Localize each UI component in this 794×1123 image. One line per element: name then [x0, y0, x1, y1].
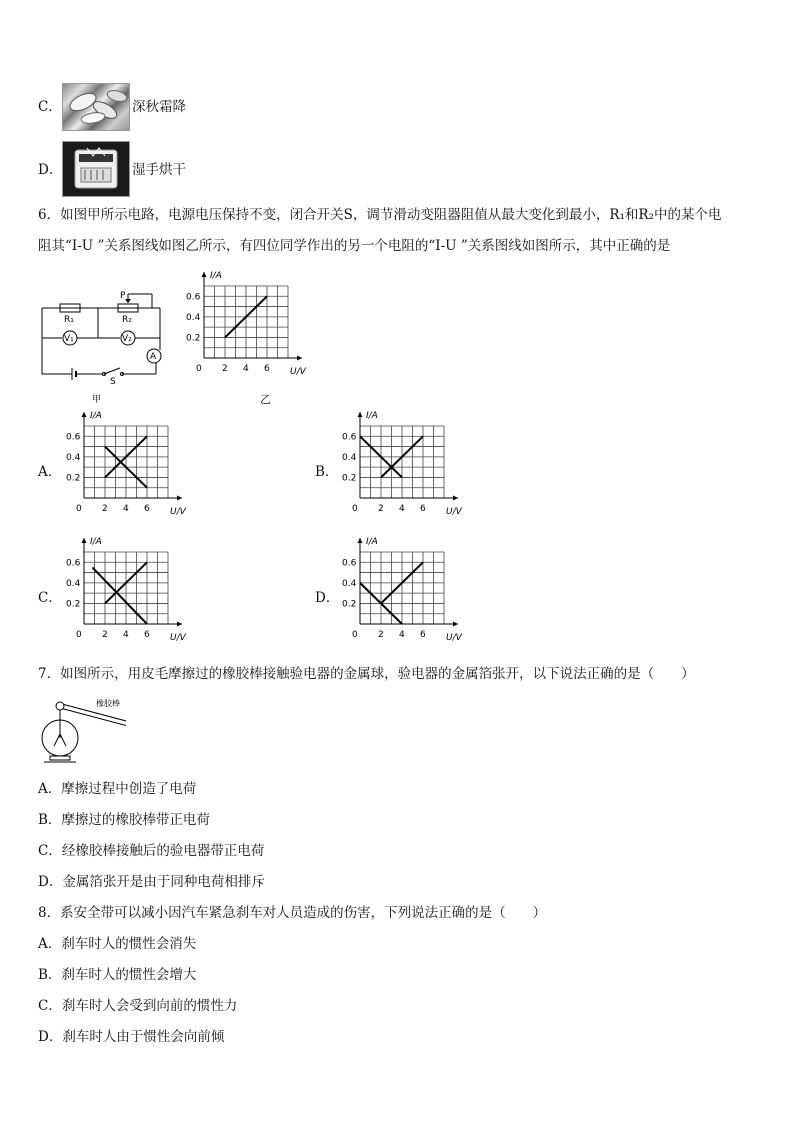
- grid: [84, 552, 168, 624]
- q7-stem: 7．如图所示，用皮毛摩擦过的橡胶棒接触验电器的金属球，验电器的金属箔张开，以下说法正确的是（ ）: [38, 666, 695, 682]
- circuit-caption: 甲: [92, 395, 102, 405]
- x-tick-label: 6: [144, 504, 150, 514]
- y-axis-label: I/A: [366, 537, 378, 547]
- y-tick-label: 0.4: [186, 312, 201, 323]
- x-tick-label: 2: [222, 364, 228, 374]
- r2-label: R₂: [122, 315, 132, 325]
- frost-photo: [62, 83, 130, 131]
- q7-option-d[interactable]: D．金属箔张开是由于同种电荷相排斥: [38, 874, 265, 890]
- y-tick-label: 0.2: [66, 599, 81, 610]
- q8-option-d[interactable]: D．刹车时人由于惯性会向前倾: [38, 1029, 225, 1045]
- x-tick-label: 4: [123, 630, 129, 640]
- x-tick-label: 6: [420, 630, 426, 640]
- q6-option-c-letter[interactable]: C．: [38, 590, 62, 606]
- metal-ball-icon: [56, 702, 64, 710]
- x-axis-arrow: [297, 356, 302, 361]
- switch-label: S: [110, 377, 116, 387]
- y-tick-label: 0.6: [66, 558, 81, 569]
- grid: [360, 552, 444, 624]
- graph-option-b[interactable]: [342, 410, 482, 522]
- v2-label: V₂: [122, 334, 132, 344]
- y-tick-label: 0.4: [66, 452, 81, 463]
- q8-stem: 8．系安全带可以减小因汽车紧急刹车对人员造成的伤害，下列说法正确的是（ ）: [38, 905, 547, 921]
- q6-stem-line2: 阻其“I-U ”关系图线如图乙所示，有四位同学作出的另一个电阻的“I-U ”关系图线如图所示，其中正确的是: [38, 238, 671, 254]
- y-tick-label: 0.4: [342, 578, 357, 589]
- slider-p-label: P: [120, 291, 126, 301]
- r1-label: R₁: [64, 315, 74, 325]
- y-axis-arrow: [82, 412, 87, 417]
- q6-stem-line1: 6．如图甲所示电路，电源电压保持不变，闭合开关S，调节滑动变阻器阻值从最大变化到最小，R₁和R₂中的某个电: [38, 207, 722, 223]
- y-axis-arrow: [358, 412, 363, 417]
- y-tick-label: 0.4: [342, 452, 357, 463]
- x-axis-arrow: [177, 622, 182, 627]
- x-tick-label: 6: [264, 364, 270, 374]
- hand-dryer-photo: [62, 141, 130, 197]
- x-tick-label: 0: [352, 504, 358, 514]
- electroscope-figure: [36, 690, 126, 770]
- y-axis-label: I/A: [90, 411, 102, 421]
- x-tick-label: 2: [378, 630, 384, 640]
- x-tick-label: 0: [352, 630, 358, 640]
- ammeter-label: A: [150, 352, 157, 362]
- graph-option-a[interactable]: [66, 410, 206, 522]
- x-tick-label: 0: [76, 504, 82, 514]
- y-axis-label: I/A: [366, 411, 378, 421]
- q7-option-c[interactable]: C．经橡胶棒接触后的验电器带正电荷: [38, 843, 265, 859]
- q5-option-d-letter: D．: [38, 162, 63, 178]
- x-tick-label: 6: [144, 630, 150, 640]
- x-tick-label: 2: [102, 504, 108, 514]
- q8-option-c[interactable]: C．刹车时人会受到向前的惯性力: [38, 998, 238, 1014]
- x-axis-label: U/V: [290, 367, 306, 377]
- graph-option-d[interactable]: [342, 536, 482, 648]
- grid: [204, 286, 288, 358]
- q6-option-a-letter[interactable]: A．: [38, 464, 62, 480]
- y-tick-label: 0.6: [66, 432, 81, 443]
- q5-option-d-text: 湿手烘干: [132, 162, 186, 178]
- y-tick-label: 0.6: [186, 292, 201, 303]
- switch-s: [104, 368, 120, 374]
- q5-option-c-text: 深秋霜降: [132, 99, 186, 115]
- q6-option-d-letter[interactable]: D．: [315, 590, 340, 606]
- x-tick-label: 0: [196, 364, 202, 374]
- x-axis-arrow: [453, 496, 458, 501]
- y-axis-arrow: [358, 538, 363, 543]
- x-axis-label: U/V: [170, 507, 186, 517]
- frost-leaves-icon: [63, 84, 129, 130]
- q6-option-b-letter[interactable]: B．: [315, 464, 339, 480]
- graph-option-c[interactable]: [66, 536, 206, 648]
- y-axis-arrow: [202, 272, 207, 277]
- x-tick-label: 2: [378, 504, 384, 514]
- x-tick-label: 4: [399, 504, 405, 514]
- graph-yi-caption: 乙: [260, 393, 271, 406]
- x-axis-label: U/V: [170, 633, 186, 643]
- y-tick-label: 0.6: [342, 558, 357, 569]
- y-axis-label: I/A: [90, 537, 102, 547]
- graph-yi: [186, 270, 326, 382]
- grid: [360, 426, 444, 498]
- q7-option-a[interactable]: A．摩擦过程中创造了电荷: [38, 781, 197, 797]
- q8-option-b[interactable]: B．刹车时人的惯性会增大: [38, 967, 197, 983]
- x-tick-label: 6: [420, 504, 426, 514]
- x-tick-label: 2: [102, 630, 108, 640]
- x-axis-label: U/V: [446, 507, 462, 517]
- circuit-diagram: [36, 286, 168, 406]
- grid: [84, 426, 168, 498]
- hand-dryer-icon: [63, 142, 129, 196]
- y-axis-label: I/A: [210, 271, 222, 281]
- q8-option-a[interactable]: A．刹车时人的惯性会消失: [38, 936, 197, 952]
- y-tick-label: 0.2: [186, 333, 201, 344]
- x-tick-label: 4: [243, 364, 249, 374]
- x-axis-arrow: [453, 622, 458, 627]
- v1-label: V₁: [64, 334, 74, 344]
- y-axis-arrow: [82, 538, 87, 543]
- y-tick-label: 0.6: [342, 432, 357, 443]
- y-tick-label: 0.2: [342, 473, 357, 484]
- rubber-rod-label: 橡胶棒: [96, 699, 120, 708]
- y-tick-label: 0.4: [66, 578, 81, 589]
- q5-option-c-letter: C．: [38, 99, 62, 115]
- x-tick-label: 4: [399, 630, 405, 640]
- x-tick-label: 0: [76, 630, 82, 640]
- x-tick-label: 4: [123, 504, 129, 514]
- series-line: [92, 567, 147, 624]
- q7-option-b[interactable]: B．摩擦过的橡胶棒带正电荷: [38, 812, 210, 828]
- x-axis-label: U/V: [446, 633, 462, 643]
- x-axis-arrow: [177, 496, 182, 501]
- y-tick-label: 0.2: [66, 473, 81, 484]
- y-tick-label: 0.2: [342, 599, 357, 610]
